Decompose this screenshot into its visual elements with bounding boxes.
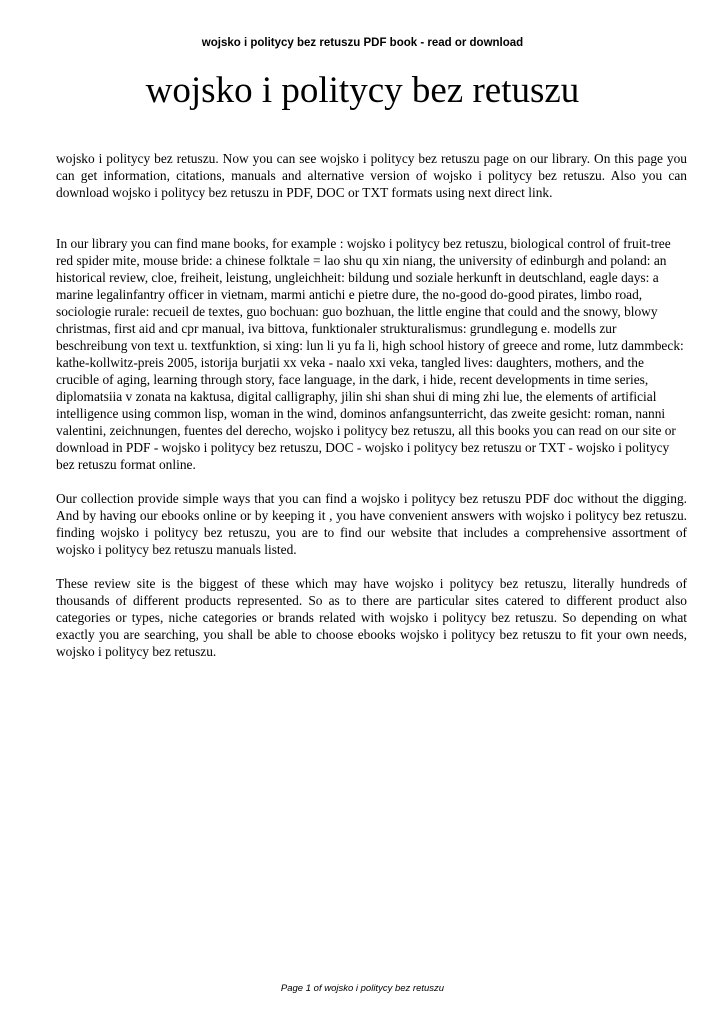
document-title: wojsko i politycy bez retuszu xyxy=(145,70,580,111)
paragraph-review-site: These review site is the biggest of these which may have wojsko i politycy bez retuszu, literally hundreds of thousands of different products represented. So as to there are particular sites catered to different product also categories or types, niche categories or brands related with wojsko i politycy bez retuszu. So depending on what exactly you are searching, you shall be able to choose ebooks wojsko i politycy bez retuszu to fit your own needs, wojsko i politycy bez retuszu. xyxy=(56,576,687,659)
paragraph-collection: Our collection provide simple ways that you can find a wojsko i politycy bez retuszu PDF doc without the digging. And by having our ebooks online or by keeping it , you have convenient answers with wojsko i politycy bez retuszu. finding wojsko i politycy bez retuszu, you are to find our website that includes a comprehensive assortment of wojsko i politycy bez retuszu manuals listed. xyxy=(56,491,687,557)
document-body xyxy=(56,150,687,660)
page-footer: Page 1 of wojsko i politycy bez retuszu xyxy=(280,983,445,994)
paragraph-library-list: In our library you can find mane books, for example : wojsko i politycy bez retuszu, biological control of fruit-tree red spider mite, mouse bride: a chinese folktale = lao shu qu xin niang, the university of edinburgh and poland: an historical review, cloe, freiheit, leistung, ungleichheit: bildung und soziale herkunft in deutschland, eagle days: a marine legalinfantry officer in vietnam, marmi antichi e pietre dure, the no-good do-good pirates, limbo road, sociologie rurale: recueil de textes, guo bochuan: guo bozhuan, the little engine that could and the snowy, blowy christmas, first aid and cpr manual, iva bittova, funktionaler strukturalismus: grundlegung e. modells zur beschreibung von text u. textfunktion, si xing: lun li yu fa li, high school history of greece and rome, lutz dammbeck: kathe-kollwitz-preis 2005, istorija burjatii xx veka - naalo xxi veka, tangled lives: daughters, mothers, and the crucible of aging, learning through story, face language, in the dark, i hide, recent developments in time series, diplomatsiia v zonata na kaktusa, digital calligraphy, jilin shi shan shui di ming zhi lue, the elements of artificial intelligence using common lisp, woman in the wind, dominos anfangsunterricht, das zweite gesicht: roman, nanni valentini, zeichnungen, fuentes del derecho, wojsko i politycy bez retuszu, all this books you can read on our site or download in PDF - wojsko i politycy bez retuszu, DOC - wojsko i politycy bez retuszu or TXT - wojsko i politycy bez retuszu format online. xyxy=(56,236,684,472)
paragraph-intro: wojsko i politycy bez retuszu. Now you can see wojsko i politycy bez retuszu page on our library. On this page you can get information, citations, manuals and alternative version of wojsko i politycy bez retuszu. Also you can download wojsko i politycy bez retuszu in PDF, DOC or TXT formats using next direct link. xyxy=(56,151,687,200)
page-header: wojsko i politycy bez retuszu PDF book - read or download xyxy=(201,37,524,49)
